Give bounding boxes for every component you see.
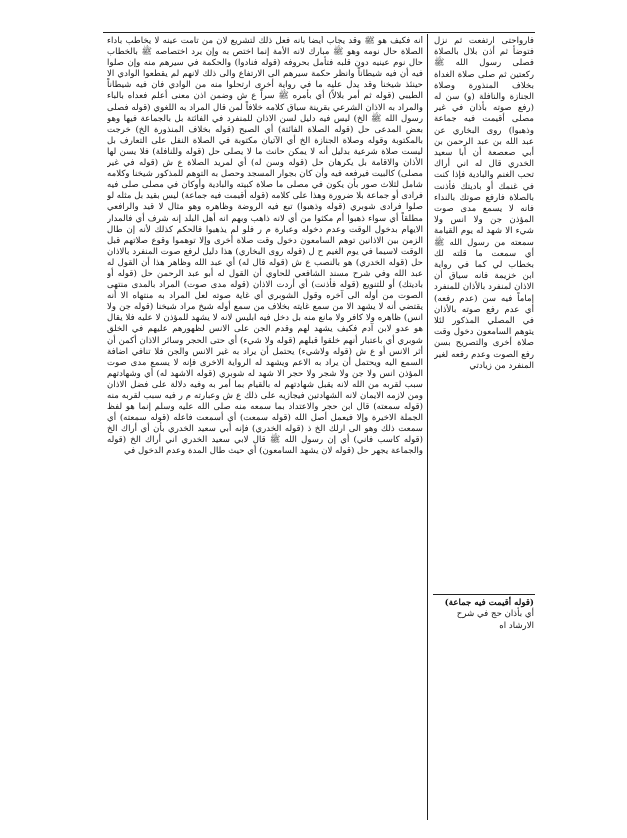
- margin-footnote: [434, 598, 534, 632]
- commentary-paragraph: أنه فكيف هو ﷺ وقد يجاب أيضاً بأنه فعل ذلك لتشريع لان من تأمت عينه لا يخاطب بأداء الصلاة حال نومه وهو ﷺ مبارك لانه الأمة إنما اختص به وإن يرد اختصاصه ﷺ بالخطاب حال نوم عينيه دون قلبه فتأمل بحروفه (قوله فنادوا) والحكمة في سيرهم منه وإن صلوا فيه أن فيه شيطاناً وانظر حكمة سيرهم الى الارتفاع والى ذلك لانهم لم يقطعوا الوادي الا حينئذ شيخنا وقد يدل عليه ما في رواية أخرى ارتحلوا منه من الوادي فان فيه شيطاناً الطيبي (قوله ثم أمر بلالاً) أي بأمره ﷺ سراً ع ش وضمن اذن معنى أعلم فعداه بالباء والمراد به الاذان الشرعي بقرينة سياق كلامه خلافاً لمن قال المراد به اللغوي (قوله فصلى رسول الله ﷺ الخ) ليس فيه دليل لسن الاذان للمنفرد في الفائتة بل بالجماعة فيها وهو بعض المدعى حل (قوله الصلاة الفائتة) أي الصبح (قوله بخلاف المنذورة الخ) خرجت بالمكتوبة وقوله وصلاة الجنازة الخ أي الآتيان مكتوبة في الصلاة النفل على التعارف بل ليست صلاة شرعية بدليل أنه لا يمكن حانث ما لا يصلى حل (قوله وللنافلة) فلا يسن لها الأذان والاقامة بل يكرهان حل (قوله وسن له) أي لمريد الصلاة ع ش (قوله في غير مصلى) كالبيت فيرفعه فيه وأن كان بجوار المسجد وحصل به التوهم للمذكور شيخنا وكلامه شامل لثلاث صور بأن يكون في مصلى ما صلاة كبيته والبادية وأوكان في مصلى صلى فيه فرادى أو جماعة بلا ضرورة وهذا على كلامه (قوله أقيمت فيه جماعة) ليس بقيد بل مثله لو صلوا فرادى شوبري (قوله وذهبوا) تبع فيه الروضة وظاهره وهو مثال لا قيد والرافعي مطلقاً أي سواء ذهبوا أم مكثوا من أي لانه ذاهب وبهم انه أهل البلد إنه شرف أي فالمدار الايهام بدخول الوقت وعدم دخوله وعبارة م ر فلو لم يذهبوا فالحكم كذلك لأنه إن طال الزمن بين الاذانين توهم السامعون دخول وقت صلاة أخرى وإلا توهموا وقوع صلاتهم قبل الوقت لاسيما في يوم الغيم ح ل (قوله روى البخاري) هذا دليل لرفع صوت المنفرد بالاذان حل (قوله الخدري) هو بالنصب ع ش (قوله قال له) أي عبد الله وظاهر هذا أن القول له عبد الله وفي شرح مسند الشافعي للحاوي أن القول له أبو عبد الرحمن حل (قوله أو باديتك) أو للتنويع (قوله فأذنت) أي أردت الاذان (قوله مدى صوت) المراد بالمدى منتهى الصوت من أوله الى آخره وقول الشوبري أي غاية صوته لعل المراد به منتهاه الا أنه يقتضي أنه لا يشهد الا من سمع غايته بخلاف من سمع أوله شيخ مراد شيخنا (قوله جن ولا انس) ظاهره ولا كافر ولا مانع منه بل دخل فيه ابليس لانه لا يشهد للمؤذن لا عليه فلا يقال هو عدو لابن آدم فكيف يشهد لهم وقدم الجن على الانس لظهورهم عليهم في الخلق شوبري أي باعتبار أنهم خلقوا قبلهم (قوله ولا شيء) أي حتى الحجر وسائر الاذان أكمن أن أثر الانس أو ع ش (قوله ولاشيء) يحتمل أن يراد به غير الانس والجن فلا تنافي اضافة السمع اليه ويحتمل أن يراد به الاعم ويشهد له الرواية الاخرى فإنه لا يسمع مدى صوت المؤذن انس ولا جن ولا شجر ولا حجر الا شهد له شوبري (قوله الاشهد له) أي وشهادتهم سبب لقربه من الله لانه يقبل شهادتهم له بالقيام بما أمر به وفيه دلالة على فضل الاذان ومن لازمه الايمان لانه الشهادتين فيجازيه على ذلك ع ش وعبارته م ر فيه سبب لقربه منه (قوله سمعته) قال ابن حجر والاعتداد بما سمعه منه صلى الله عليه وسلم إنما هو لفظ الجملة الاخيرة وإلا فيعمل أصل الله (قوله سمعت) أي أسمعت فاعله (قوله سمعته) أي سمعت ذلك وهو الى ارلك الخ ذ (قوله الخدري) فإنه أبي سعيد الخدري بأن أي أراك الخ (قوله كاسب فاني) أي إن رسول الله ﷺ قال لابي سعيد الخدري اني أراك الخ (قوله والجماعة يجهر حل (قوله لان يشهد السامعون) أي حيث طال المدة وعدم الدخول في: [107, 36, 423, 457]
- matn-paragraph: فارواحتى ارتفعت ثم نزل فتوضأ ثم أذن بلال بالصلاة فصلى رسول الله ﷺ ركعتين ثم صلى صلاة الغداة بخلاف المنذورة وصلاة الجنازة والنافلة (و) سن له (رفع صوته بأذان في غير مصلى أقيمت فيه جماعة وذهبوا) روى البخاري عن عبد الله بن عبد الرحمن بن أبي صعصعة أن أبا سعيد الخدري قال له اني أراك تحب الغنم والبادية فإذا كنت في غنمك أو باديتك فأذنت بالصلاة فارفع صوتك بالنداء فانه لا يسمع مدى صوت المؤذن جن ولا انس ولا شيء الا شهد له يوم القيامة سمعته من رسول الله ﷺ أي سمعت ما قلته لك بخطاب لي كما في رواية ابن خزيمة فانه سياق أن الاذان لمنفرد بالأذان للمنفرد إماماً فيه سن (عدم رفعه) أي عدم رفع صوته بالأذان في المصلي المذكور لئلا يتوهم السامعون دخول وقت صلاة أخرى والتصريح بسن رفع الصوت وعدم رفعه لغير المنفرد من زيادتي: [434, 36, 534, 371]
- margin-divider: [433, 594, 535, 595]
- matn-margin-column: [434, 36, 534, 590]
- column-divider: [427, 34, 428, 820]
- margin-footnote-label: (قوله أقيمت فيه جماعة): [444, 598, 534, 608]
- commentary-main-column: [107, 36, 423, 652]
- margin-footnote-text: أي بأذان حج في شرح الارشاد اه: [456, 609, 534, 631]
